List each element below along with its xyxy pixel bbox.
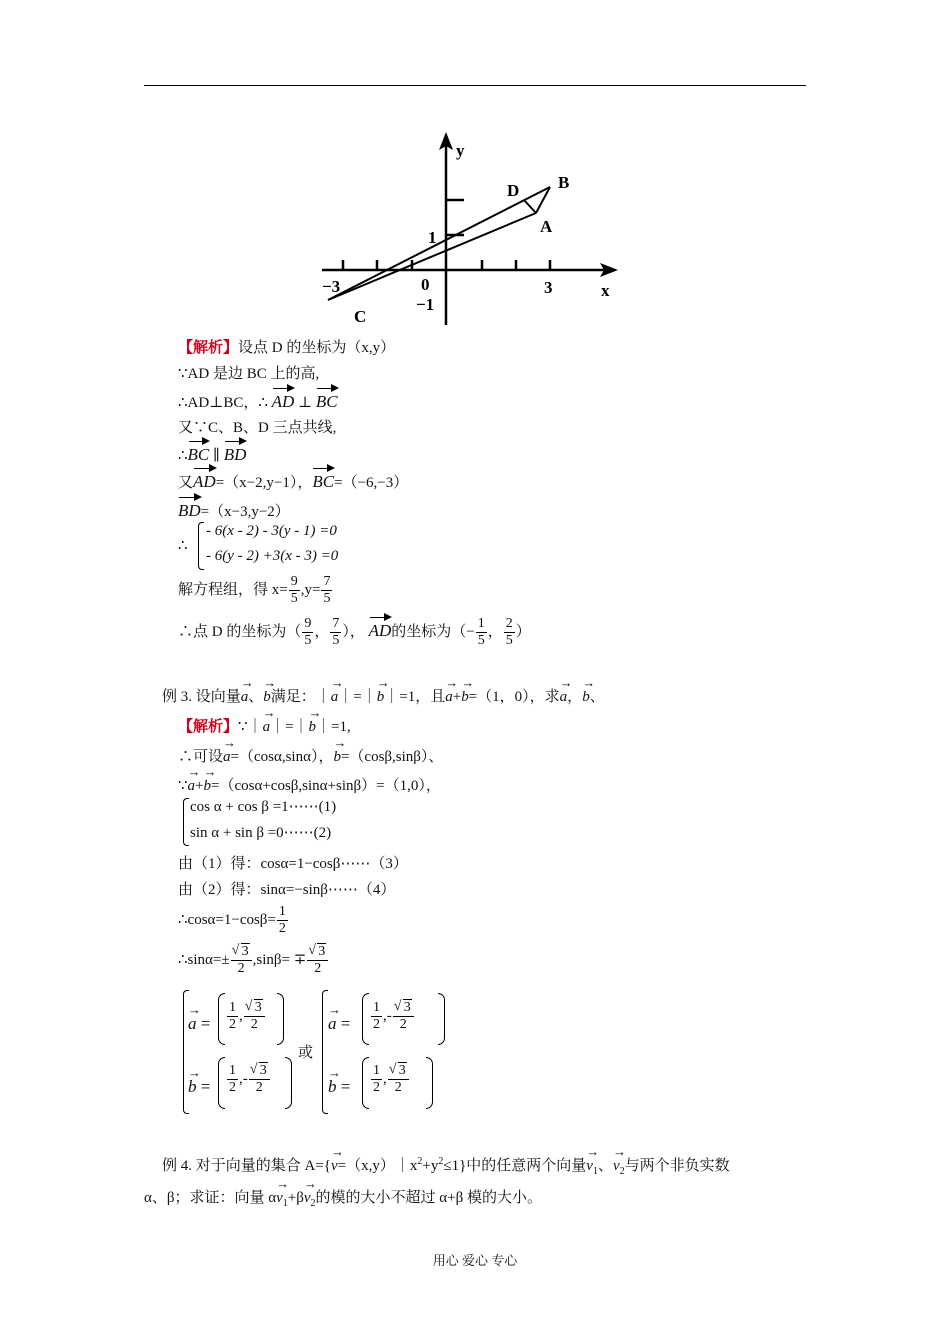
ex4-line2: α、β；求证：向量 $\alpha\to v_1+\beta\to v_2$的模的大小不超过 α+β 模的大小。 [144, 1183, 542, 1214]
paren [285, 1057, 292, 1109]
vec-bd: BD [178, 497, 201, 521]
label-x: x [601, 281, 610, 300]
paren [218, 1057, 225, 1109]
segment-cb [328, 187, 550, 300]
ex3-title: 例 3. 设向量→ a、→ b满足：｜→ a｜=｜→ b｜=1，且→ a+→ b=（1，0），求→ a，→ b、 [162, 682, 605, 707]
system-eq2: - 6(y - 2) +3(x - 3) =0 [206, 548, 339, 564]
label-d: D [507, 181, 520, 200]
sol1-a-values: $\frac{1}{2}$ , √ $\frac{3}{2}$ [226, 1000, 266, 1033]
sol3-from2: 由（2）得：sinα=−sinβ⋯⋯（4） [178, 882, 396, 898]
sol1-b-row: → b = [188, 1072, 210, 1097]
vec-ad: AD [193, 468, 216, 492]
paren [277, 993, 284, 1045]
label-3: 3 [544, 278, 553, 297]
sol3-tag: 【解析】 [178, 719, 239, 735]
sol3-line1: 【解析】∵｜→ a｜=｜→ b｜=1, [178, 712, 351, 737]
label-neg3: −3 [322, 277, 341, 296]
sol3-eq1: cos α + cos β =1⋯⋯(1) [190, 799, 337, 815]
label-b: B [558, 173, 570, 192]
sol2-therefore: ∴ [178, 538, 188, 554]
paren [362, 1057, 369, 1109]
sol2-line3: ∴AD⊥BC，∴ AD ⊥ BC [178, 388, 338, 413]
label-neg1: −1 [416, 295, 435, 314]
or-label: 或 [298, 1045, 314, 1061]
sol1-b-values: $\frac{1}{2}$ ,- √ $\frac{3}{2}$ [226, 1063, 271, 1096]
sol2-b-row: → b = [328, 1072, 350, 1097]
sol2-line1 [178, 338, 395, 358]
vec-bc: BC [312, 468, 334, 492]
paren [218, 993, 225, 1045]
sol2-solve: 解方程组，得 x= $\frac{9}{5}$ ,y= $\frac{7}{5}$ [178, 574, 331, 606]
header-rule [144, 85, 806, 86]
page-footer: 用心 爱心 专心 [432, 1253, 518, 1268]
coordinate-figure [318, 130, 628, 330]
sol3-cos: ∴cosα=1−cosβ= $\frac{1}{2}$ [178, 904, 286, 936]
sol2-text1: 设点 D 的坐标为（x,y） [238, 340, 396, 356]
label-c: C [354, 307, 367, 326]
system-brace [198, 522, 204, 570]
sol3-from1: 由（1）得：cosα=1−cosβ⋯⋯（3） [178, 856, 408, 872]
sol2-tag: 【解析】 [178, 340, 239, 356]
sol3-line3: ∵→ a+→ b=（cosα+cosβ,sinα+sinβ）=（1,0）， [178, 771, 441, 796]
sol3-eq2: sin α + sin β =0⋯⋯(2) [190, 825, 332, 841]
label-0: 0 [421, 275, 430, 294]
vec-bc: BC [316, 388, 338, 412]
segment-ad [524, 200, 536, 213]
sol2-line5: ∴BC ∥ BD [178, 441, 246, 466]
vec-bd: BD [224, 441, 247, 465]
ex4-line1: 例 4. 对于向量的集合 $A=\{\to v=(x,y)|x^2+y^2\le 1\}$中的任意两个向量→ $v_1$、→ $v_2$与两个非负实数 [162, 1151, 730, 1182]
sol3-line2: ∴可设→ a=（cosα,sinα），→ b=（cosβ,sinβ）、 [178, 742, 443, 767]
paren [438, 993, 445, 1045]
vec-ad: AD [369, 617, 392, 641]
segment-ca [328, 213, 536, 300]
sol3-sin: ∴sinα=± √ $\frac{3}{2}$ ,sinβ= ∓ √ $\frac{3}{2}$ [178, 944, 329, 977]
paren [362, 993, 369, 1045]
vec-ad: AD [272, 388, 295, 412]
sol1-a-row: → a = [188, 1009, 210, 1034]
vec-bc: BC [188, 441, 210, 465]
paren [426, 1057, 433, 1109]
system2-brace [183, 798, 189, 846]
sol2-a-values: $\frac{1}{2}$ ,- √ $\frac{3}{2}$ [370, 1000, 415, 1033]
label-1: 1 [428, 228, 437, 247]
sol2-line2: ∵AD 是边 BC 上的高, [178, 366, 320, 382]
sol2-line7: BD=（x−3,y−2） [178, 497, 290, 522]
sol2-result: ∴点 D 的坐标为（ $\frac{9}{5}$ ， $\frac{7}{5}$ ）， AD的坐标为（− $\frac{1}{5}$ ， $\frac{2}{5}$ ） [178, 616, 531, 648]
sol2-b-values: $\frac{1}{2}$ , √ $\frac{3}{2}$ [370, 1063, 410, 1096]
label-a: A [540, 217, 553, 236]
sol2-line6: 又AD=（x−2,y−1），BC=（−6,−3） [178, 468, 408, 493]
sol2-line4: 又∵C、B、D 三点共线, [178, 420, 337, 436]
system-eq1: - 6(x - 2) - 3(y - 1) =0 [206, 523, 337, 539]
label-y: y [456, 141, 465, 160]
sol2-a-row: → a = [328, 1009, 350, 1034]
